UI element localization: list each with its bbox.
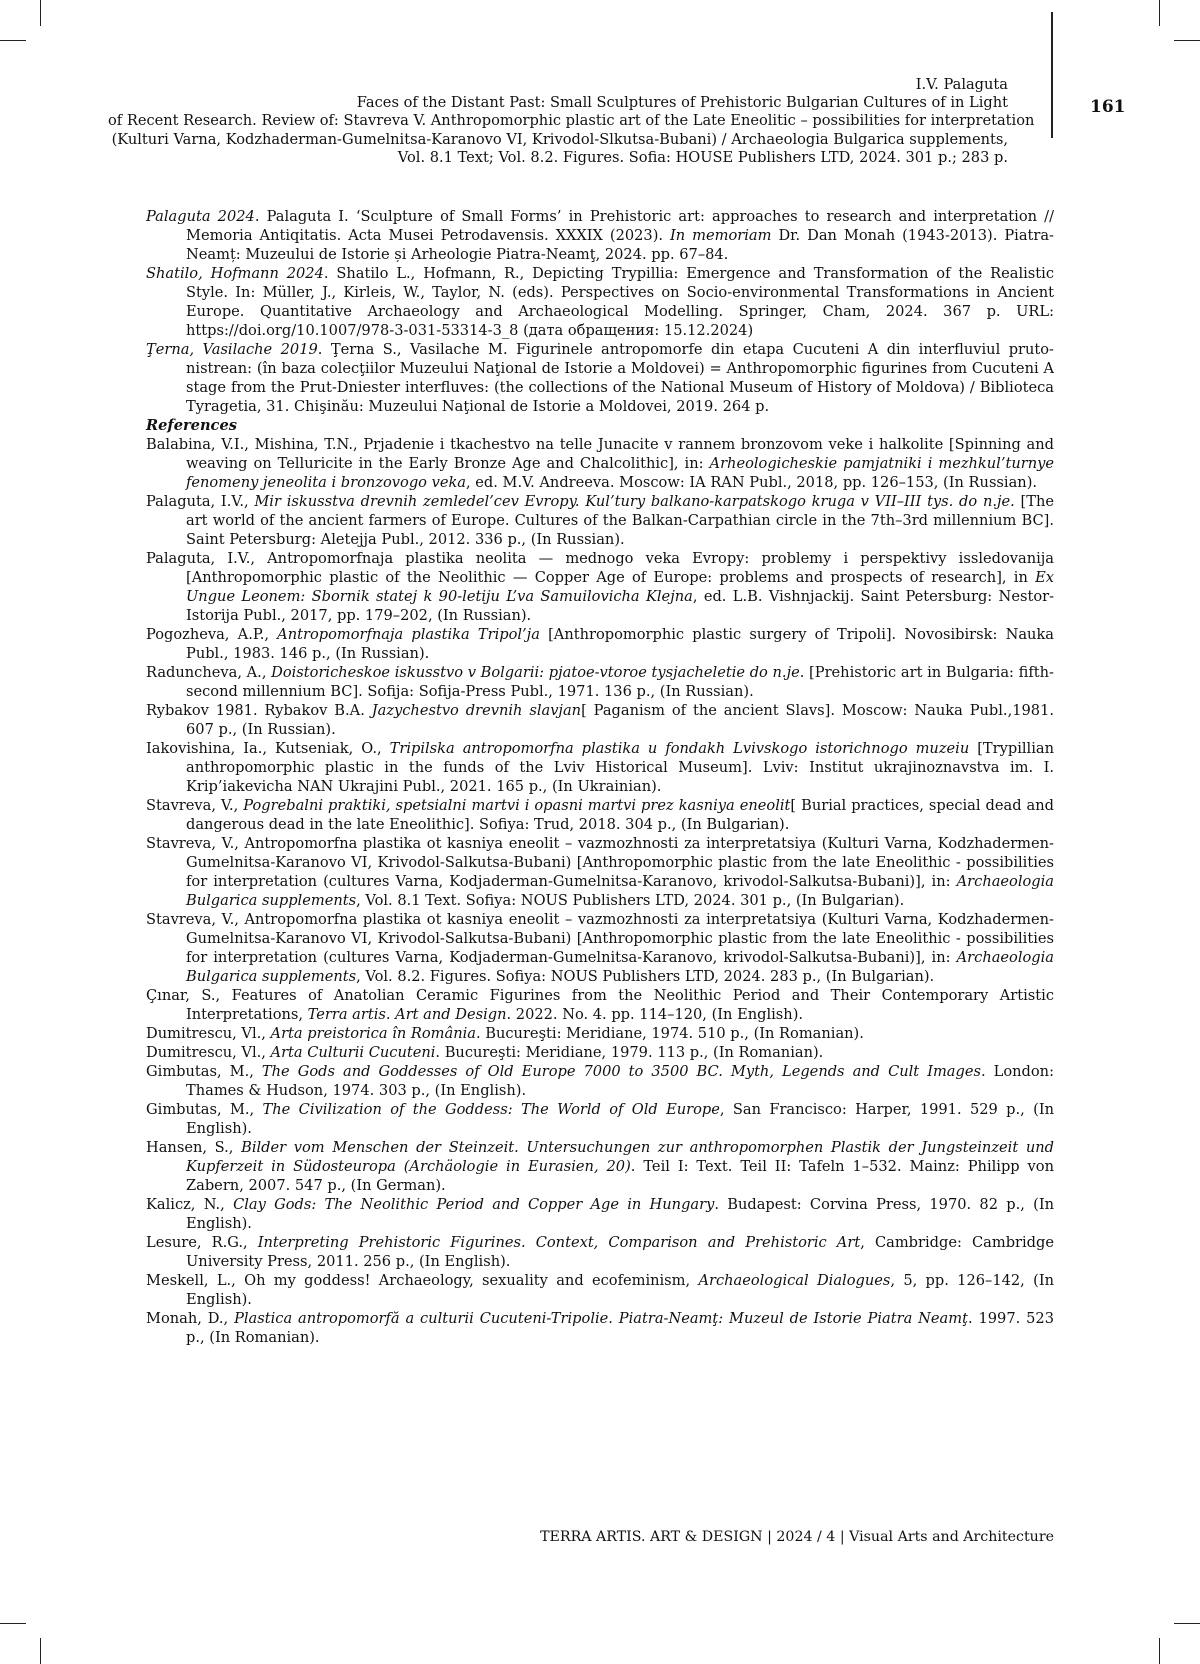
reference-entry: Stavreva, V., Antropomorfna plastika ot kasniya eneolit – vazmozhnosti za interpretatsiya (Kulturi Varna, Kodzhadermen-Gumelnitsa-Karanovo VI, Krivodol-Salkutsa-Bubani) [Anthropomorphic plastic from the late Eneolithic - possibilities for interpretation (cultures Varna, Kodjaderman-Gumelnitsa-Karanovo, krivodol-Salkutsa-Bubani)], in: Archaeologia Bulgarica supplements, Vol. 8.2. Figures. Sofiya: NOUS Publishers LTD, 2024. 283 p., (In Bulgarian).	[146, 911, 1054, 985]
reference-entry: Rybakov 1981. Rybakov B.A. Jazychestvo drevnih slavjan[ Paganism of the ancient Slavs]. Moscow: Nauka Publ.,1981. 607 p., (In Russian).	[146, 702, 1054, 738]
crop-mark	[1159, 1638, 1160, 1664]
reference-entry: Palaguta, I.V., Mir iskusstva drevnih zemledel’cev Evropy. Kul’tury balkano-karpatskogo kruga v VII–III tys. do n.je. [The art world of the ancient farmers of Europe. Cultures of the Balkan-Carpathian circle in the 7th–3rd millennium BC]. Saint Petersburg: Aletejja Publ., 2012. 336 p., (In Russian).	[146, 493, 1054, 548]
crop-mark	[40, 0, 41, 26]
header-line: (Kulturi Varna, Kodzhaderman-Gumelnitsa-Karanovo VI, Krivodol-Slkutsa-Bubani) / Archaeologia Bulgarica supplements,	[111, 130, 1008, 148]
reference-list	[146, 207, 1054, 1347]
crop-mark	[1174, 40, 1200, 41]
running-header	[108, 76, 1035, 167]
reference-entry: Stavreva, V., Antropomorfna plastika ot kasniya eneolit – vazmozhnosti za interpretatsiya (Kulturi Varna, Kodzhadermen-Gumelnitsa-Karanovo VI, Krivodol-Salkutsa-Bubani) [Anthropomorphic plastic from the late Eneolithic - possibilities for interpretation (cultures Varna, Kodjaderman-Gumelnitsa-Karanovo, krivodol-Salkutsa-Bubani)], in: Archaeologia Bulgarica supplements, Vol. 8.1 Text. Sofiya: NOUS Publishers LTD, 2024. 301 p., (In Bulgarian).	[146, 835, 1054, 909]
reference-entry: Palaguta, I.V., Antropomorfnaja plastika neolita — mednogo veka Evropy: problemy i perspektivy issledovanija [Anthropomorphic plastic of the Neolithic — Copper Age of Europe: problems and prospects of research], in Ex Ungue Leonem: Sbornik statej k 90-letiju L’va Samuilovicha Klejna, ed. L.B. Vishnjackij. Saint Petersburg: Nestor-Istorija Publ., 2017, pp. 179–202, (In Russian).	[146, 550, 1055, 624]
header-line: of Recent Research. Review of: Stavreva V. Anthropomorphic plastic art of the Late Eneolitic – possibilities for interpretation	[108, 112, 1035, 130]
references-heading: References	[146, 417, 237, 434]
page-number: 161	[1090, 97, 1126, 117]
page-footer: TERRA ARTIS. ART & DESIGN | 2024 / 4 | Visual Arts and Architecture	[540, 1529, 1054, 1545]
reference-entry: Dumitrescu, Vl., Arta Culturii Cucuteni. Bucureşti: Meridiane, 1979. 113 p., (In Romanian).	[146, 1044, 824, 1061]
header-line: Vol. 8.1 Text; Vol. 8.2. Figures. Sofia: HOUSE Publishers LTD, 2024. 301 p.; 283 p.	[397, 148, 1008, 166]
crop-mark	[1159, 0, 1160, 26]
bib-entry: Palaguta 2024. Palaguta I. ‘Sculpture of Small Forms’ in Prehistoric art: approaches to research and interpretation // Memoria Antiqitatis. Acta Musei Petrodavensis. XXXIX (2023). In memoriam Dr. Dan Monah (1943-2013). Piatra-Neamț: Muzeului de Istorie și Arheologie Piatra-Neamţ, 2024. pp. 67–84.	[146, 208, 1054, 263]
bib-entry: Shatilo, Hofmann 2024. Shatilo L., Hofmann, R., Depicting Trypillia: Emergence and Transformation of the Realistic Style. In: Müller, J., Kirleis, W., Taylor, N. (eds). Perspectives on Socio-environmental Transformations in Ancient Europe. Quantitative Archaeology and Archaeological Modelling. Springer, Cham, 2024. 367 p. URL: https://doi.org/10.1007/978-3-031-53314-3_8 (дата обращения: 15.12.2024)	[146, 265, 1054, 339]
bib-entry: Ţerna, Vasilache 2019. Ţerna S., Vasilache M. Figurinele antropomorfe din etapa Cucuteni A din interfluviul pruto-nistrean: (în baza colecţiilor Muzeului Naţional de Istorie a Moldovei) = Anthropomorphic figurines from Cucuteni A stage from the Prut-Dniester interfluves: (the collections of the National Museum of History of Moldova) / Biblioteca Tyragetia, 31. Chişinău: Muzeului Naţional de Istorie a Moldovei, 2019. 264 p.	[146, 341, 1054, 415]
reference-entry: Gimbutas, M., The Civilization of the Goddess: The World of Old Europe, San Francisco: Harper, 1991. 529 p., (In English).	[146, 1101, 1054, 1137]
reference-entry: Dumitrescu, Vl., Arta preistorica în România. Bucureşti: Meridiane, 1974. 510 p., (In Romanian).	[146, 1025, 864, 1042]
header-divider	[1051, 12, 1053, 138]
reference-entry: Gimbutas, M., The Gods and Goddesses of Old Europe 7000 to 3500 BC. Myth, Legends and Cult Images. London: Thames & Hudson, 1974. 303 p., (In English).	[146, 1063, 1054, 1099]
header-line: I.V. Palaguta	[915, 76, 1008, 93]
crop-mark	[0, 1623, 26, 1624]
reference-entry: Meskell, L., Oh my goddess! Archaeology, sexuality and ecofeminism, Archaeological Dialogues, 5, pp. 126–142, (In English).	[146, 1272, 1054, 1308]
reference-entry: Monah, D., Plastica antropomorfă a culturii Cucuteni-Tripolie. Piatra-Neamţ: Muzeul de Istorie Piatra Neamţ. 1997. 523 p., (In Romanian).	[146, 1310, 1054, 1346]
reference-entry: Kalicz, N., Clay Gods: The Neolithic Period and Copper Age in Hungary. Budapest: Corvina Press, 1970. 82 p., (In English).	[146, 1196, 1054, 1232]
header-line: Faces of the Distant Past: Small Sculptures of Prehistoric Bulgarian Cultures of in Light	[356, 94, 1008, 112]
reference-entry: Iakovishina, Ia., Kutseniak, O., Tripilska antropomorfna plastika u fondakh Lvivskogo istorichnogo muzeiu [Trypillian anthropomorphic plastic in the funds of the Lviv Historical Museum]. Lviv: Institut ukrajinoznavstva im. I. Krip’iakevicha NAN Ukrajini Publ., 2021. 165 p., (In Ukrainian).	[146, 740, 1054, 795]
crop-mark	[1174, 1623, 1200, 1624]
reference-entry: Çınar, S., Features of Anatolian Ceramic Figurines from the Neolithic Period and Their Contemporary Artistic Interpretations, Terra artis. Art and Design. 2022. No. 4. pp. 114–120, (In English).	[146, 987, 1054, 1023]
crop-mark	[0, 40, 26, 41]
reference-entry: Raduncheva, A., Doistoricheskoe iskusstvo v Bolgarii: pjatoe-vtoroe tysjacheletie do n.je. [Prehistoric art in Bulgaria: fifth-second millennium BC]. Sofija: Sofija-Press Publ., 1971. 136 p., (In Russian).	[146, 664, 1054, 700]
reference-entry: Lesure, R.G., Interpreting Prehistoric Figurines. Context, Comparison and Prehistoric Art, Cambridge: Cambridge University Press, 2011. 256 p., (In English).	[146, 1234, 1055, 1270]
reference-entry: Balabina, V.I., Mishina, T.N., Prjadenie i tkachestvo na telle Junacite v rannem bronzovom veke i halkolite [Spinning and weaving on Telluricite in the Early Bronze Age and Chalcolithic], in: Arheologicheskie pamjatniki i mezhkul’turnye fenomeny jeneolita i bronzovogo veka, ed. M.V. Andreeva. Moscow: IA RAN Publ., 2018, pp. 126–153, (In Russian).	[146, 436, 1054, 491]
reference-entry: Stavreva, V., Pogrebalni praktiki, spetsialni martvi i opasni martvi prez kasniya eneolit[ Burial practices, special dead and dangerous dead in the late Eneolithic]. Sofiya: Trud, 2018. 304 p., (In Bulgarian).	[146, 797, 1054, 833]
crop-mark	[40, 1638, 41, 1664]
reference-entry: Hansen, S., Bilder vom Menschen der Steinzeit. Untersuchungen zur anthropomorphen Plastik der Jungsteinzeit und Kupferzeit in Südosteuropa (Archäologie in Eurasien, 20). Teil I: Text. Teil II: Tafeln 1–532. Mainz: Philipp von Zabern, 2007. 547 p., (In German).	[146, 1139, 1054, 1194]
reference-entry: Pogozheva, A.P., Antropomorfnaja plastika Tripol’ja [Anthropomorphic plastic surgery of Tripoli]. Novosibirsk: Nauka Publ., 1983. 146 p., (In Russian).	[146, 626, 1054, 662]
